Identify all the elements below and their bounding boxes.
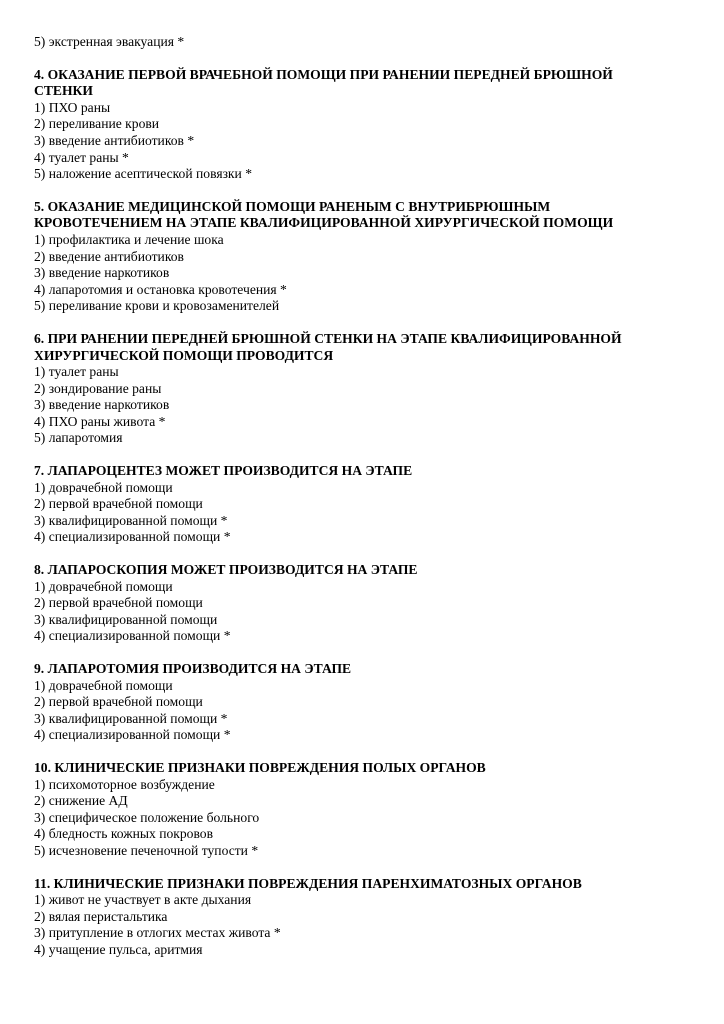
question-title-line: КРОВОТЕЧЕНИЕМ НА ЭТАПЕ КВАЛИФИЦИРОВАННОЙ ХИРУРГИЧЕСКОЙ ПОМОЩИ <box>34 215 614 231</box>
answer-option: 4) бледность кожных покровов <box>34 826 214 842</box>
answer-option: 4) учащение пульса, аритмия <box>34 941 203 957</box>
answer-option: 2) введение антибиотиков <box>34 248 184 264</box>
question-block <box>34 876 694 959</box>
question-title-line: 10. КЛИНИЧЕСКИЕ ПРИЗНАКИ ПОВРЕЖДЕНИЯ ПОЛЫХ ОРГАНОВ <box>34 759 486 775</box>
answer-option: 4) туалет раны * <box>34 149 129 165</box>
answer-option: 4) специализированной помощи * <box>34 628 231 644</box>
question-list <box>34 67 694 959</box>
lead-answer-line: 5) экстренная эвакуация * <box>34 34 185 49</box>
answer-option: 2) первой врачебной помощи <box>34 694 203 710</box>
answer-option: 1) туалет раны <box>34 364 119 380</box>
answer-option: 4) специализированной помощи * <box>34 529 231 545</box>
question-block <box>34 661 694 744</box>
question-block <box>34 463 694 546</box>
question-title-line: 4. ОКАЗАНИЕ ПЕРВОЙ ВРАЧЕБНОЙ ПОМОЩИ ПРИ РАНЕНИИ ПЕРЕДНЕЙ БРЮШНОЙ <box>34 66 613 82</box>
answer-option: 3) введение наркотиков <box>34 397 170 413</box>
question-block <box>34 67 694 183</box>
answer-option: 4) лапаротомия и остановка кровотечения * <box>34 281 287 297</box>
question-title <box>34 199 684 232</box>
question-title <box>34 331 684 364</box>
answer-option: 1) доврачебной помощи <box>34 479 173 495</box>
answer-option: 3) квалифицированной помощи * <box>34 710 228 726</box>
answer-option: 2) вялая перистальтика <box>34 908 168 924</box>
question-block <box>34 331 694 447</box>
answer-option: 1) психомоторное возбуждение <box>34 776 215 792</box>
answer-option: 4) специализированной помощи * <box>34 727 231 743</box>
question-title-line: 7. ЛАПАРОЦЕНТЕЗ МОЖЕТ ПРОИЗВОДИТСЯ НА ЭТАПЕ <box>34 463 413 479</box>
answer-option: 5) наложение асептической повязки * <box>34 166 253 182</box>
question-title <box>34 661 684 678</box>
answer-option: 2) зондирование раны <box>34 380 162 396</box>
question-block <box>34 199 694 315</box>
question-title <box>34 876 684 893</box>
answer-option: 3) квалифицированной помощи <box>34 611 218 627</box>
answer-option: 2) переливание крови <box>34 116 160 132</box>
question-title <box>34 67 684 100</box>
question-block <box>34 562 694 645</box>
answer-option: 5) лапаротомия <box>34 430 123 446</box>
question-title-line: 9. ЛАПАРОТОМИЯ ПРОИЗВОДИТСЯ НА ЭТАПЕ <box>34 661 352 676</box>
answer-option: 1) доврачебной помощи <box>34 677 173 693</box>
question-block <box>34 760 694 860</box>
question-title <box>34 562 684 579</box>
answer-option: 3) введение антибиотиков * <box>34 132 195 148</box>
question-title-line: 6. ПРИ РАНЕНИИ ПЕРЕДНЕЙ БРЮШНОЙ СТЕНКИ НА ЭТАПЕ КВАЛИФИЦИРОВАННОЙ <box>34 330 622 346</box>
answer-option: 1) живот не участвует в акте дыхания <box>34 892 252 908</box>
answer-option: 3) специфическое положение больного <box>34 809 260 825</box>
answer-option: 3) квалифицированной помощи * <box>34 512 228 528</box>
document-page <box>34 34 694 959</box>
answer-option: 1) профилактика и лечение шока <box>34 231 224 247</box>
answer-option: 1) ПХО раны <box>34 99 111 115</box>
question-title <box>34 463 684 480</box>
answer-option: 2) первой врачебной помощи <box>34 496 203 512</box>
question-title-line: 5. ОКАЗАНИЕ МЕДИЦИНСКОЙ ПОМОЩИ РАНЕНЫМ С ВНУТРИБРЮШНЫМ <box>34 198 551 214</box>
answer-option: 3) введение наркотиков <box>34 265 170 281</box>
question-title-line: СТЕНКИ <box>34 83 93 99</box>
question-title <box>34 760 684 777</box>
question-title-line: 11. КЛИНИЧЕСКИЕ ПРИЗНАКИ ПОВРЕЖДЕНИЯ ПАРЕНХИМАТОЗНЫХ ОРГАНОВ <box>34 875 582 891</box>
answer-option: 2) снижение АД <box>34 793 128 809</box>
answer-option: 5) исчезновение печеночной тупости * <box>34 842 259 858</box>
question-title-line: ХИРУРГИЧЕСКОЙ ПОМОЩИ ПРОВОДИТСЯ <box>34 347 334 363</box>
answer-option: 5) переливание крови и кровозаменителей <box>34 298 280 314</box>
answer-option: 1) доврачебной помощи <box>34 578 173 594</box>
question-title-line: 8. ЛАПАРОСКОПИЯ МОЖЕТ ПРОИЗВОДИТСЯ НА ЭТАПЕ <box>34 562 418 578</box>
answer-option: 2) первой врачебной помощи <box>34 595 203 611</box>
answer-option: 3) притупление в отлогих местах живота * <box>34 925 281 941</box>
answer-option: 4) ПХО раны живота * <box>34 413 166 429</box>
